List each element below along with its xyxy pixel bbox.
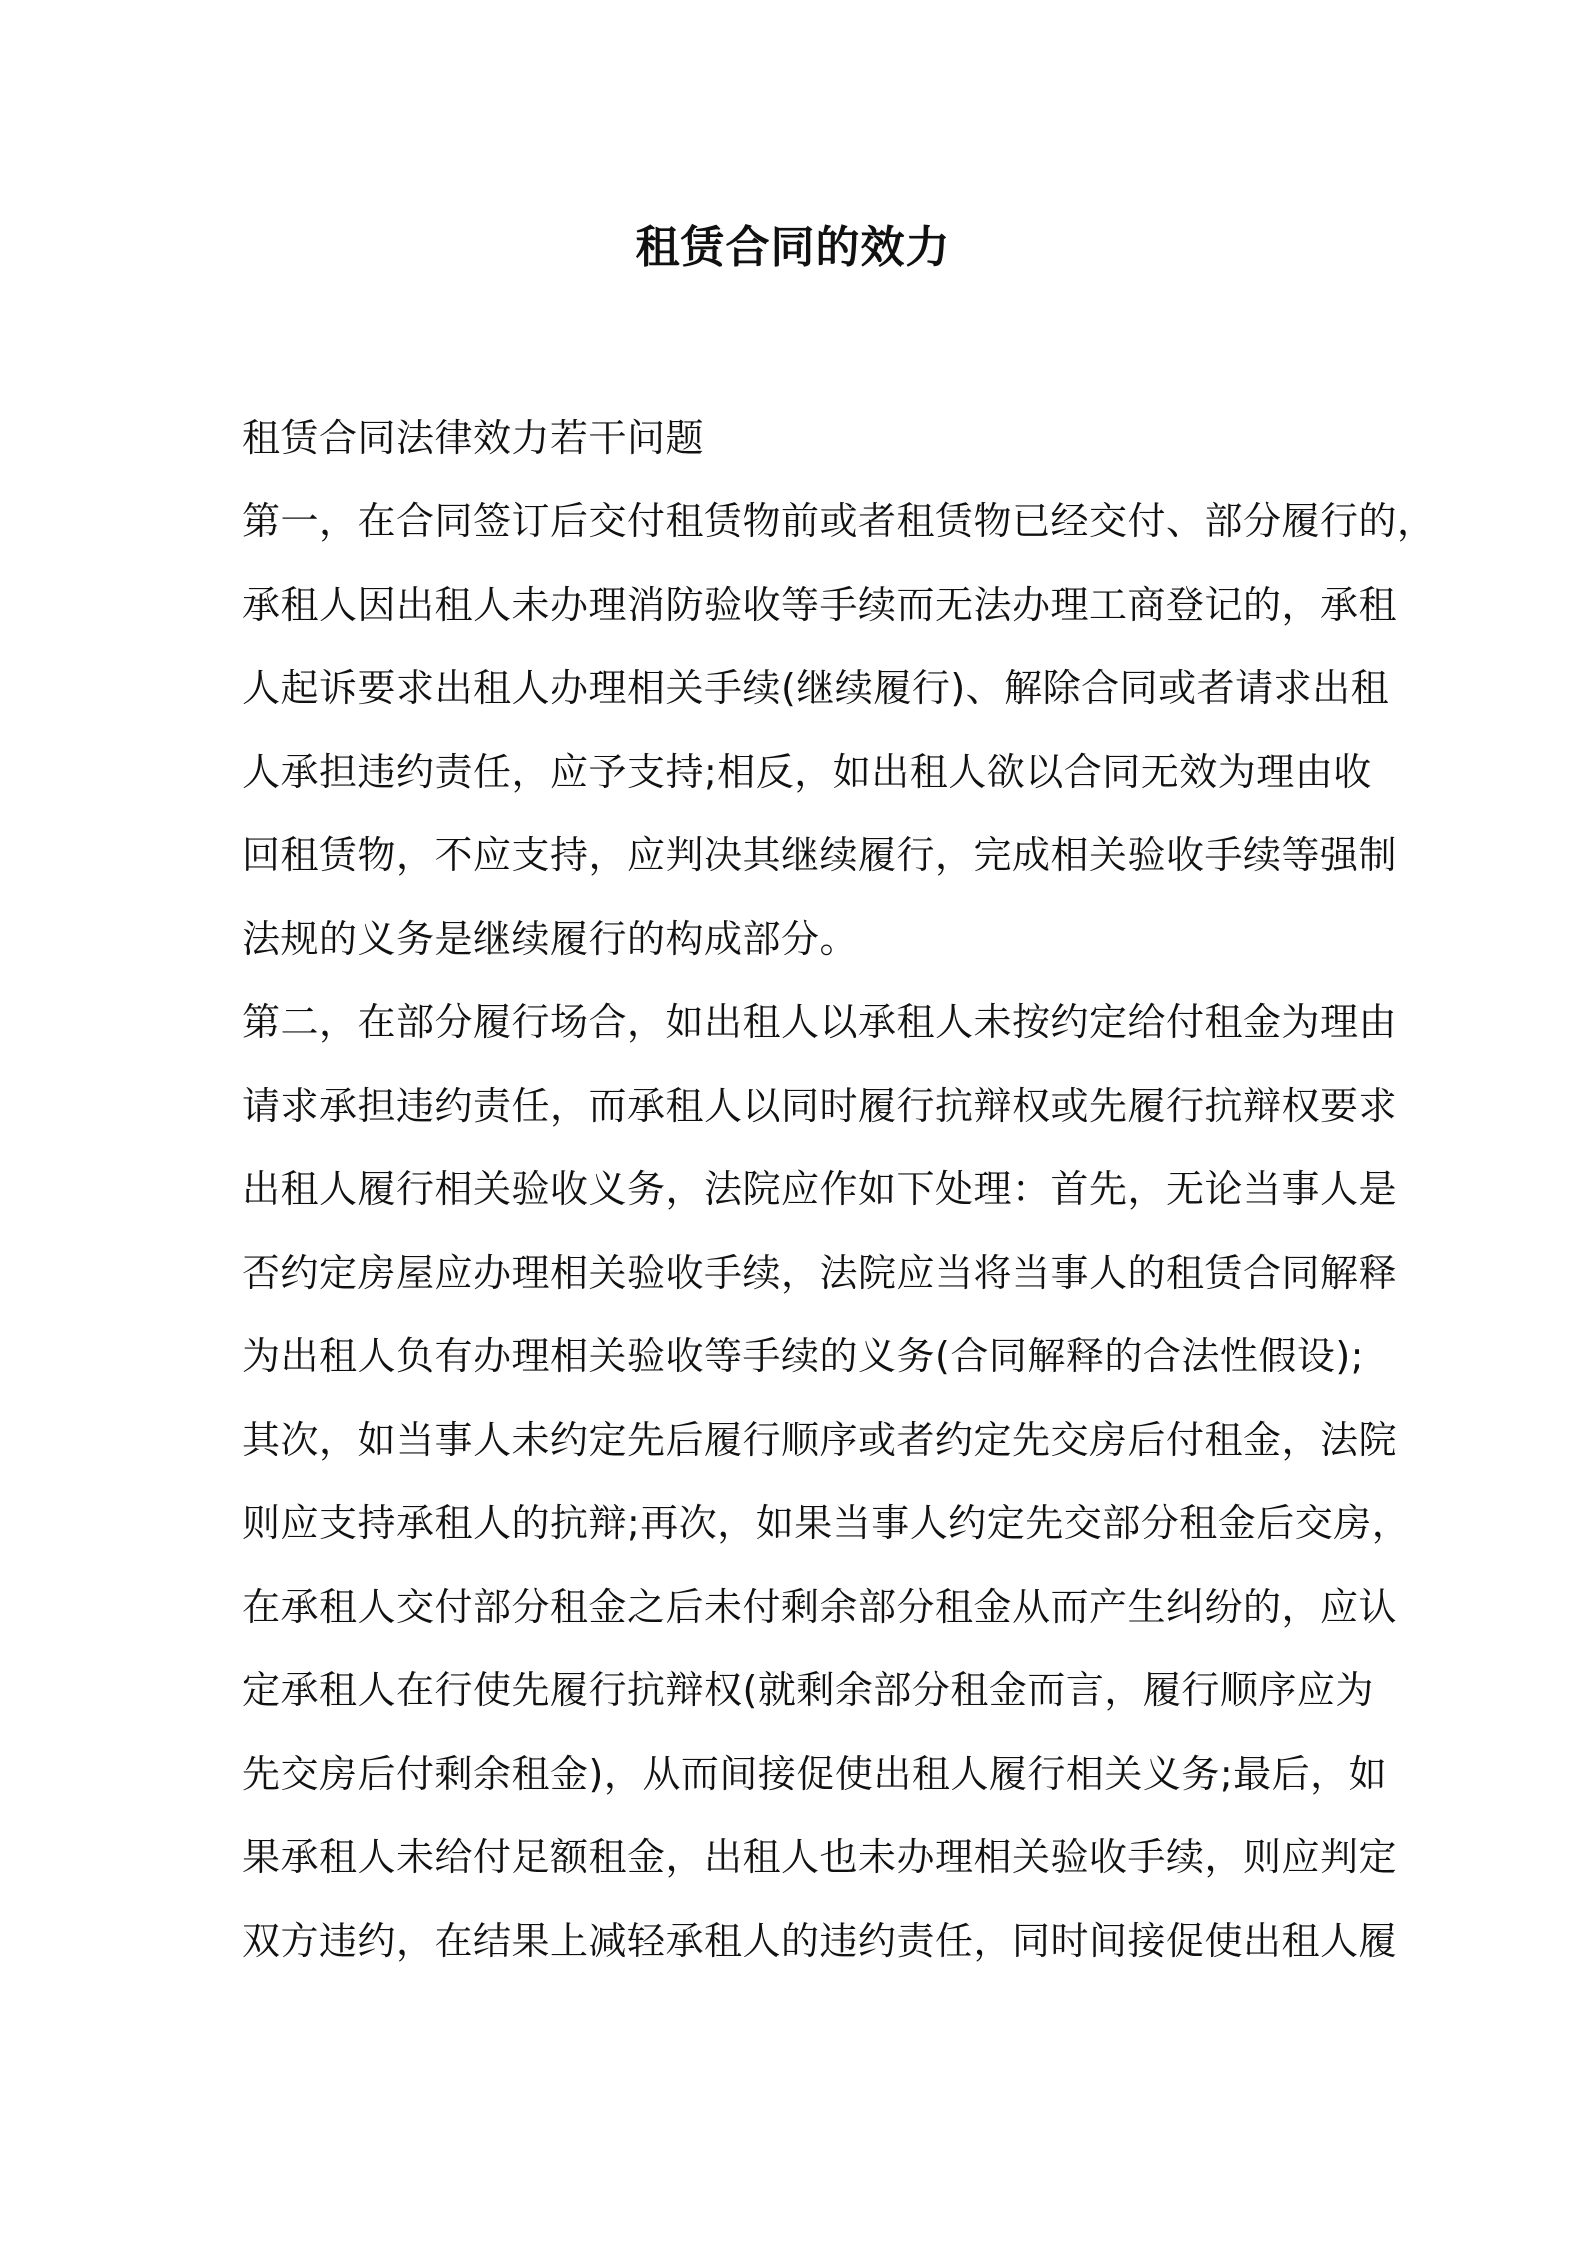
text-line: 回租赁物，不应支持，应判决其继续履行，完成相关验收手续等强制 — [242, 833, 1398, 877]
text-line: 定承租人在行使先履行抗辩权(就剩余部分租金而言，履行顺序应为 — [242, 1668, 1374, 1712]
text-line: 双方违约，在结果上减轻承租人的违约责任，同时间接促使出租人履 — [242, 1918, 1398, 1963]
text-line: 第一，在合同签订后交付租赁物前或者租赁物已经交付、部分履行的， — [242, 499, 1436, 543]
text-line: 第二，在部分履行场合，如出租人以承租人未按约定给付租金为理由 — [242, 1000, 1398, 1044]
text-line: 否约定房屋应办理相关验收手续，法院应当将当事人的租赁合同解释 — [242, 1250, 1398, 1295]
text-line: 其次，如当事人未约定先后履行顺序或者约定先交房后付租金，法院 — [242, 1417, 1398, 1462]
text-line: 则应支持承租人的抗辩;再次，如果当事人约定先交部分租金后交房， — [242, 1501, 1411, 1545]
text-line: 人承担违约责任，应予支持;相反，如出租人欲以合同无效为理由收 — [242, 749, 1372, 794]
text-line: 在承租人交付部分租金之后未付剩余部分租金从而产生纠纷的，应认 — [242, 1584, 1398, 1629]
document-title: 租赁合同的效力 — [635, 222, 951, 273]
section-subheading: 租赁合同法律效力若干问题 — [242, 416, 705, 460]
text-line: 请求承担违约责任，而承租人以同时履行抗辩权或先履行抗辩权要求 — [242, 1083, 1398, 1128]
text-line: 法规的义务是继续履行的构成部分。 — [242, 916, 859, 961]
text-line: 果承租人未给付足额租金，出租人也未办理相关验收手续，则应判定 — [242, 1835, 1398, 1879]
text-line: 承租人因出租人未办理消防验收等手续而无法办理工商登记的，承租 — [242, 582, 1398, 627]
text-line: 出租人履行相关验收义务，法院应作如下处理：首先，无论当事人是 — [242, 1167, 1398, 1211]
text-line: 先交房后付剩余租金)，从而间接促使出租人履行相关义务;最后，如 — [242, 1751, 1388, 1796]
body-text — [242, 480, 1436, 1983]
text-line: 人起诉要求出租人办理相关手续(继续履行)、解除合同或者请求出租 — [242, 666, 1390, 710]
text-line: 为出租人负有办理相关验收等手续的义务(合同解释的合法性假设); — [242, 1334, 1364, 1378]
